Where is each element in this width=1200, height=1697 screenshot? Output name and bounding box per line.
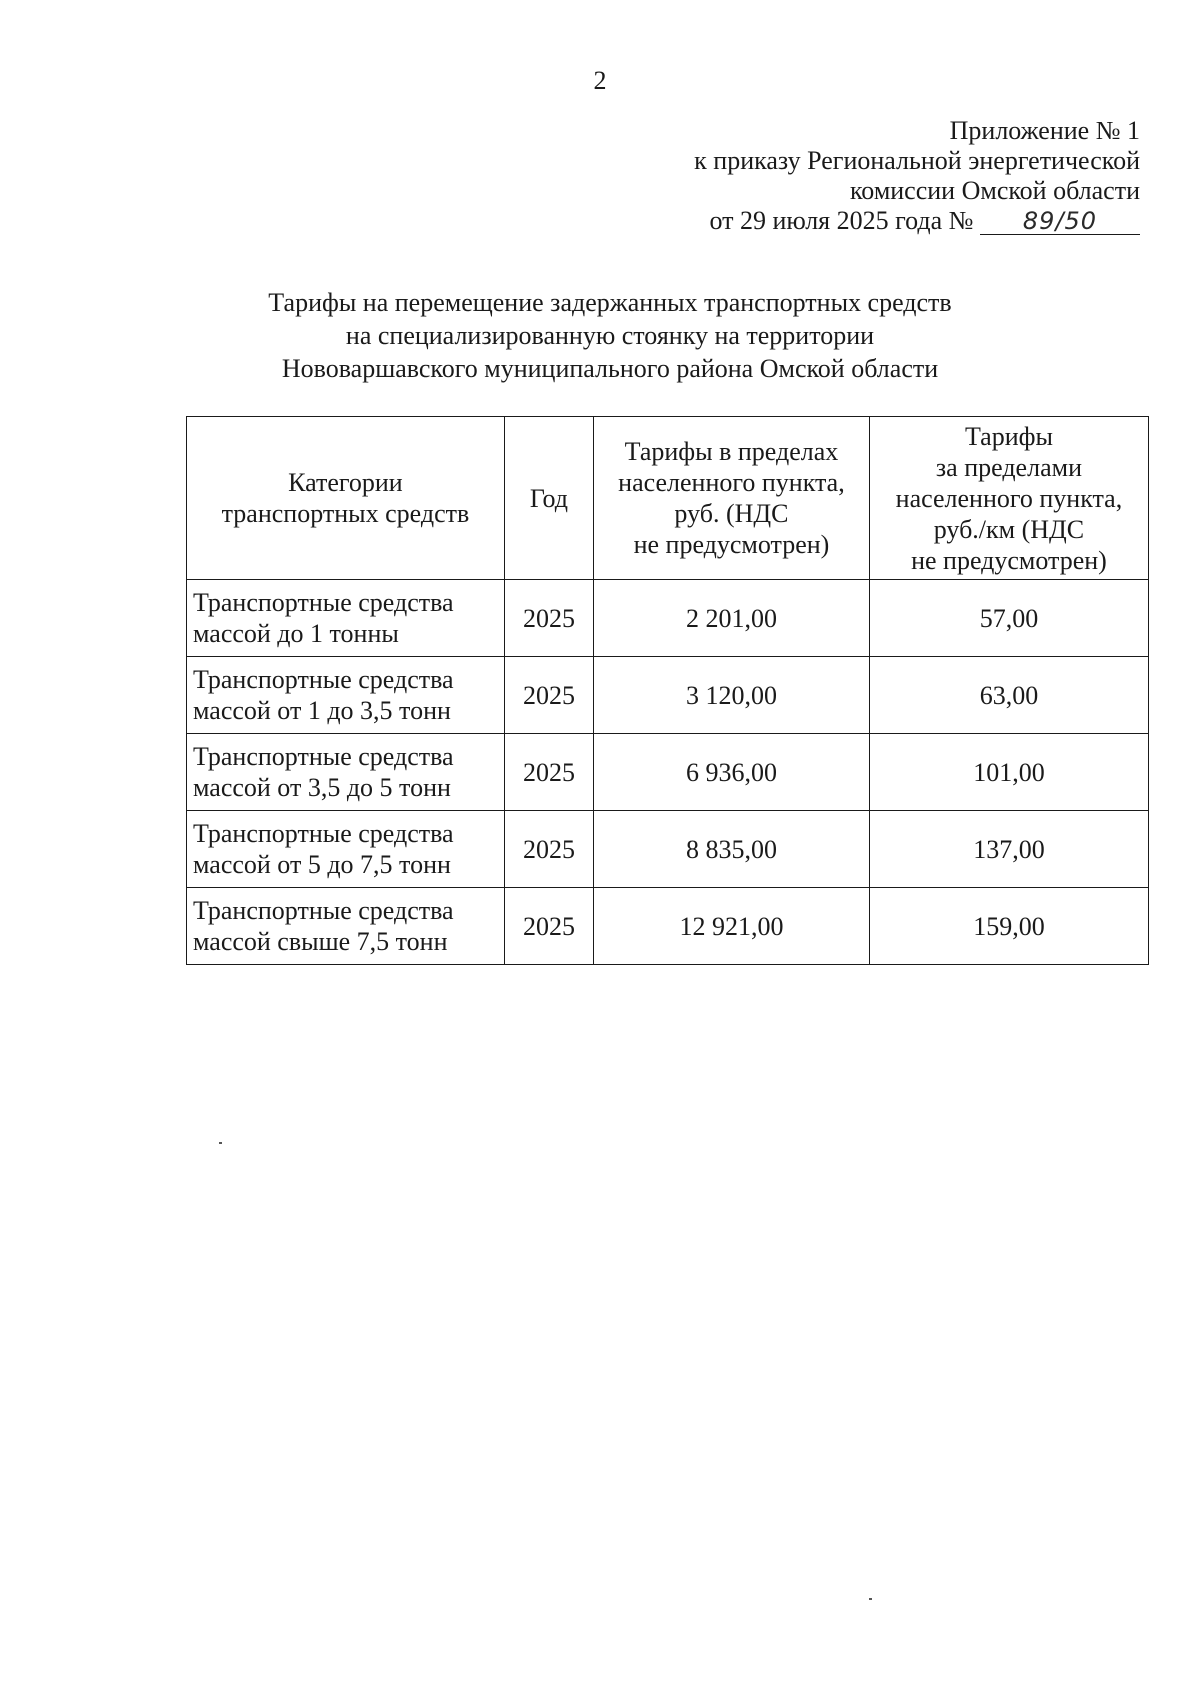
cell-year: 2025 <box>504 888 593 965</box>
cell-tariff-within: 6 936,00 <box>594 734 870 811</box>
table-row <box>187 580 1149 657</box>
page-number: 2 <box>593 66 607 95</box>
title-line-1: Тарифы на перемещение задержанных транспортных средств <box>268 288 952 317</box>
cell-tariff-outside: 63,00 <box>869 657 1148 734</box>
appendix-line-2: к приказу Региональной энергетической <box>694 146 1140 175</box>
appendix-date-line <box>694 206 1140 236</box>
title-line-3: Нововаршавского муниципального района Омской области <box>281 354 939 383</box>
cell-tariff-within: 2 201,00 <box>594 580 870 657</box>
cell-category: Транспортные средства массой от 1 до 3,5 тонн <box>187 657 505 734</box>
cell-tariff-within: 3 120,00 <box>594 657 870 734</box>
header-category: Категории транспортных средств <box>187 417 505 580</box>
cell-category: Транспортные средства массой от 5 до 7,5 тонн <box>187 811 505 888</box>
table-row <box>187 734 1149 811</box>
scan-speck <box>869 1598 872 1600</box>
document-title <box>0 286 1200 385</box>
cell-tariff-within: 12 921,00 <box>594 888 870 965</box>
header-tariff-within: Тарифы в пределах населенного пункта, руб. (НДС не предусмотрен) <box>594 417 870 580</box>
header-year: Год <box>504 417 593 580</box>
order-number-handwritten: 89/50 <box>980 208 1140 235</box>
appendix-date: от 29 июля 2025 года № <box>709 206 974 235</box>
header-tariff-outside: Тарифы за пределами населенного пункта, руб./км (НДС не предусмотрен) <box>869 417 1148 580</box>
cell-tariff-within: 8 835,00 <box>594 811 870 888</box>
cell-tariff-outside: 101,00 <box>869 734 1148 811</box>
cell-year: 2025 <box>504 657 593 734</box>
appendix-line-3: комиссии Омской области <box>850 176 1140 205</box>
table-row <box>187 811 1149 888</box>
cell-tariff-outside: 57,00 <box>869 580 1148 657</box>
table-header-row <box>187 417 1149 580</box>
appendix-block <box>694 116 1140 236</box>
appendix-line-1: Приложение № 1 <box>949 116 1140 145</box>
table-row <box>187 657 1149 734</box>
tariff-table <box>186 416 1149 965</box>
cell-category: Транспортные средства массой до 1 тонны <box>187 580 505 657</box>
cell-category: Транспортные средства массой свыше 7,5 тонн <box>187 888 505 965</box>
title-line-2: на специализированную стоянку на территории <box>345 321 875 350</box>
scan-speck <box>219 1142 222 1144</box>
cell-year: 2025 <box>504 580 593 657</box>
cell-tariff-outside: 137,00 <box>869 811 1148 888</box>
cell-year: 2025 <box>504 734 593 811</box>
cell-year: 2025 <box>504 811 593 888</box>
cell-tariff-outside: 159,00 <box>869 888 1148 965</box>
table-row <box>187 888 1149 965</box>
cell-category: Транспортные средства массой от 3,5 до 5 тонн <box>187 734 505 811</box>
